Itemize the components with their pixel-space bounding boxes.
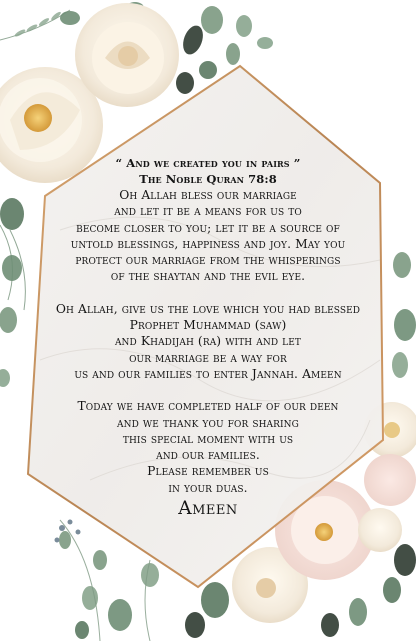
text-line: and Khadijah (ra) with and let	[114, 334, 302, 349]
text-line: this special moment with us	[122, 431, 294, 446]
text-line: of the shaytan and the evil eye.	[110, 269, 306, 284]
paragraph-love-prayer	[38, 301, 378, 382]
text-line: protect our marriage from the whisperings	[75, 253, 341, 268]
paragraph-thanks	[38, 398, 378, 496]
text-line: our marriage be a way for	[129, 350, 287, 365]
text-line: and let it be a means for us to	[114, 204, 302, 219]
text-line: untold blessings, happiness and joy. May you	[70, 236, 346, 251]
text-line: Please remember us	[147, 464, 269, 479]
text-line: Oh Allah, give us the love which you had blessed	[55, 301, 361, 316]
text-line: and we thank you for sharing	[117, 415, 299, 430]
text-line: Oh Allah bless our marriage	[119, 188, 297, 202]
text-line: Today we have completed half of our deen	[77, 399, 339, 414]
blessing-text	[38, 156, 378, 521]
paragraph-marriage-blessing	[38, 187, 378, 285]
text-line: in your duas.	[168, 480, 248, 495]
text-line: Prophet Muhammad (saw)	[129, 318, 287, 333]
text-line: become closer to you; let it be a source of	[76, 220, 340, 235]
text-line: us and our families to enter Jannah. Ameen	[74, 366, 342, 381]
verse-source: The Noble Quran 78:8	[139, 172, 277, 186]
verse-title: “ And we created you in pairs ”	[115, 156, 301, 170]
text-line: and our families.	[156, 448, 260, 463]
closing-ameen: Ameen	[178, 498, 238, 520]
